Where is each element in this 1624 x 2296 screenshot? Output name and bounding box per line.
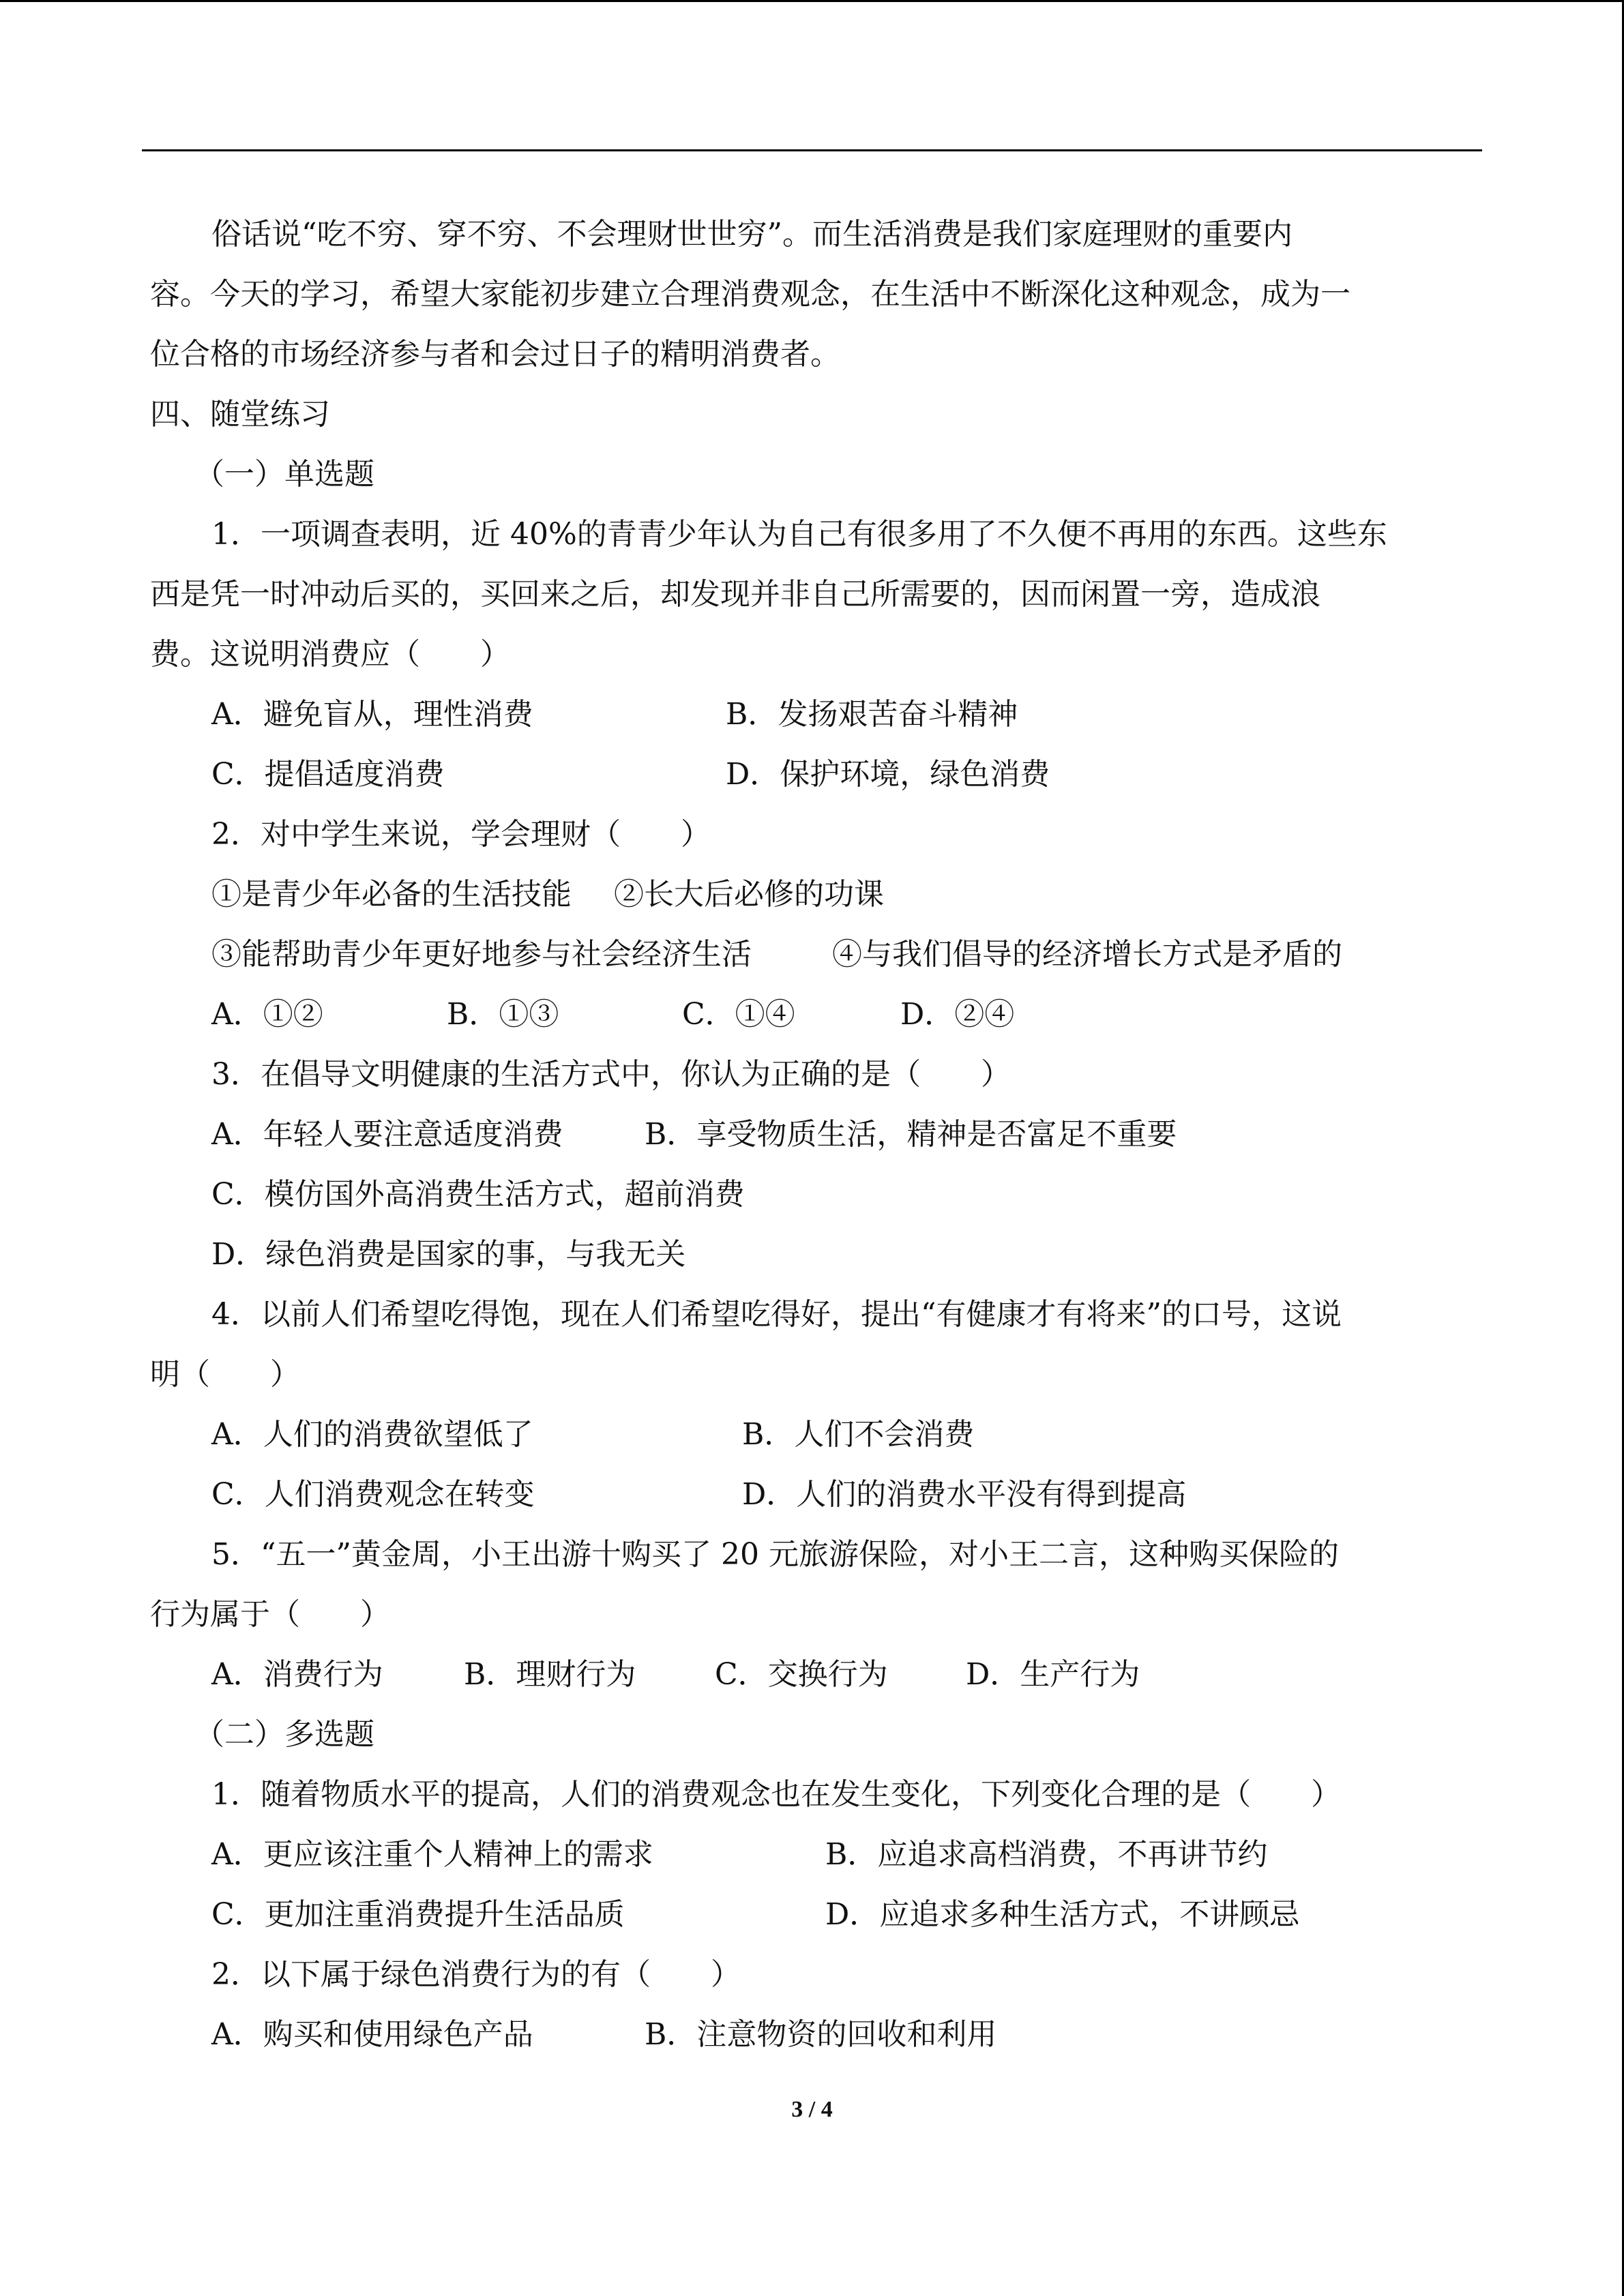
single-choice-heading: （一）单选题 [194, 457, 374, 492]
q4-stem-line-1: 4．以前人们希望吃得饱，现在人们希望吃得好，提出“有健康才有将来”的口号，这说 [211, 1297, 1342, 1332]
mq2-option-b: B．注意物资的回收和利用 [645, 2017, 997, 2052]
q4-stem-line-2: 明（ ） [150, 1357, 300, 1392]
q2-stem: 2．对中学生来说，学会理财（ ） [211, 817, 711, 852]
q2-statement-3: ③能帮助青少年更好地参与社会经济生活 [211, 937, 752, 972]
mq1-option-c: C．更加注重消费提升生活品质 [211, 1897, 625, 1932]
q3-option-d: D．绿色消费是国家的事，与我无关 [211, 1237, 686, 1272]
q1-option-b: B．发扬艰苦奋斗精神 [726, 697, 1018, 732]
document-body [150, 205, 1483, 2065]
q2-statement-2: ②长大后必修的功课 [614, 877, 884, 912]
q2-option-a: A．①② [211, 997, 323, 1032]
mq1-option-b: B．应追求高档消费，不再讲节约 [825, 1837, 1268, 1872]
q2-statement-4: ④与我们倡导的经济增长方式是矛盾的 [832, 937, 1342, 972]
mq2-option-a: A．购买和使用绿色产品 [211, 2017, 533, 2052]
q3-option-c: C．模仿国外高消费生活方式，超前消费 [211, 1177, 745, 1212]
q5-stem-line-1: 5．“五一”黄金周，小王出游十购买了 20 元旅游保险，对小王二言，这种购买保险的 [211, 1537, 1339, 1572]
page-border-top [0, 0, 1624, 2]
q5-option-d: D．生产行为 [966, 1657, 1140, 1692]
q1-option-c: C．提倡适度消费 [211, 757, 445, 792]
q4-option-d: D．人们的消费水平没有得到提高 [742, 1477, 1187, 1512]
multi-choice-heading: （二）多选题 [194, 1717, 374, 1752]
q3-option-a: A．年轻人要注意适度消费 [211, 1117, 563, 1152]
q4-option-c: C．人们消费观念在转变 [211, 1477, 535, 1512]
mq1-option-d: D．应追求多种生活方式，不讲顾忌 [825, 1897, 1300, 1932]
mq1-stem: 1．随着物质水平的提高，人们的消费观念也在发生变化，下列变化合理的是（ ） [211, 1777, 1341, 1812]
q1-option-d: D．保护环境，绿色消费 [726, 757, 1050, 792]
intro-line-2: 容。今天的学习，希望大家能初步建立合理消费观念，在生活中不断深化这种观念，成为一 [150, 277, 1350, 312]
mq1-option-a: A．更应该注重个人精神上的需求 [211, 1837, 653, 1872]
q1-stem-line-3: 费。这说明消费应（ ） [150, 637, 510, 672]
q5-option-b: B．理财行为 [464, 1657, 636, 1692]
intro-line-1: 俗话说“吃不穷、穿不穷、不会理财世世穷”。而生活消费是我们家庭理财的重要内 [211, 217, 1293, 252]
intro-line-3: 位合格的市场经济参与者和会过日子的精明消费者。 [150, 337, 840, 372]
q1-stem-line-1: 1．一项调查表明，近 40%的青青少年认为自己有很多用了不久便不再用的东西。这些东 [211, 517, 1387, 552]
mq2-stem: 2．以下属于绿色消费行为的有（ ） [211, 1957, 741, 1992]
q2-statement-1: ①是青少年必备的生活技能 [211, 877, 572, 912]
q1-option-a: A．避免盲从，理性消费 [211, 697, 533, 732]
header-rule [142, 149, 1482, 151]
section-title: 四、随堂练习 [150, 397, 330, 432]
q3-option-b: B．享受物质生活，精神是否富足不重要 [645, 1117, 1177, 1152]
q2-option-c: C．①④ [682, 997, 795, 1032]
q5-option-a: A．消费行为 [211, 1657, 383, 1692]
q3-stem: 3．在倡导文明健康的生活方式中，你认为正确的是（ ） [211, 1057, 1011, 1092]
q4-option-b: B．人们不会消费 [742, 1417, 975, 1452]
q2-option-d: D．②④ [900, 997, 1015, 1032]
q2-option-b: B．①③ [447, 997, 559, 1032]
q1-stem-line-2: 西是凭一时冲动后买的，买回来之后，却发现并非自己所需要的，因而闲置一旁，造成浪 [150, 577, 1320, 612]
q5-stem-line-2: 行为属于（ ） [150, 1597, 390, 1632]
page-number: 3 / 4 [791, 2097, 833, 2122]
q5-option-c: C．交换行为 [715, 1657, 888, 1692]
q4-option-a: A．人们的消费欲望低了 [211, 1417, 533, 1452]
